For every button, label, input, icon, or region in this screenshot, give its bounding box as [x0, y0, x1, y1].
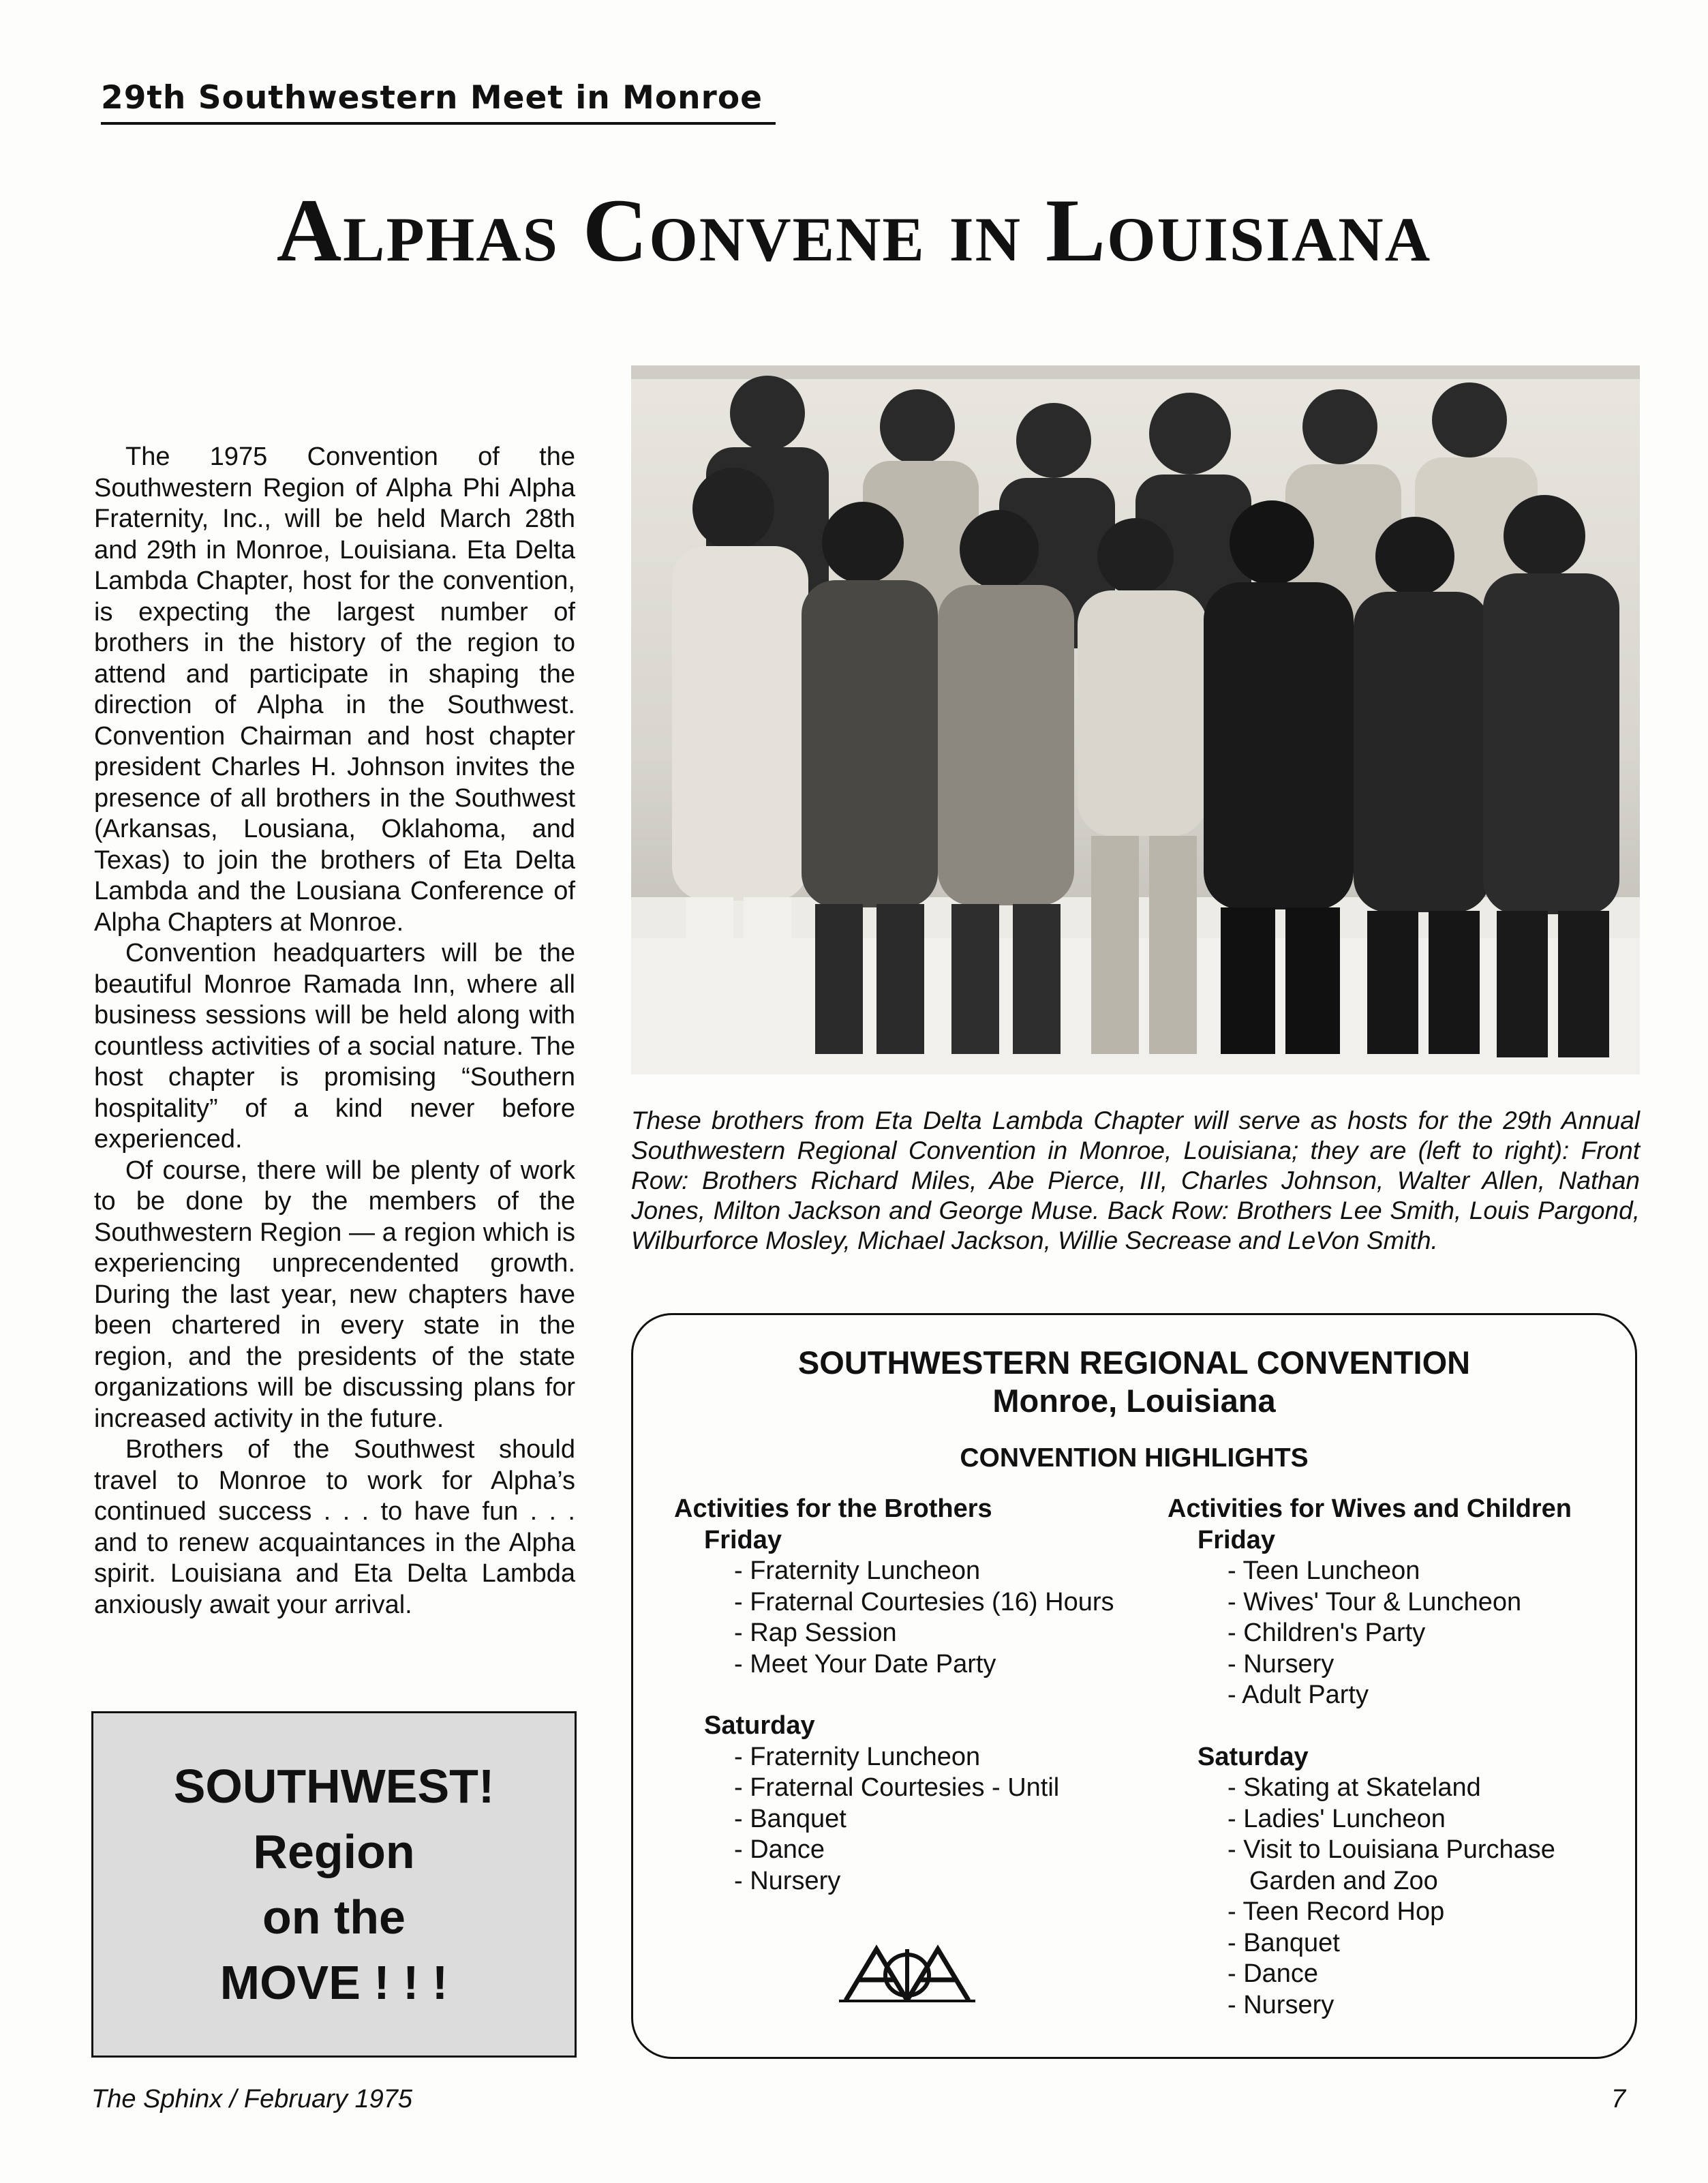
move-box-line: SOUTHWEST! [173, 1760, 495, 1813]
brothers-friday-label: Friday [704, 1525, 782, 1554]
wives-saturday-label: Saturday [1198, 1742, 1309, 1771]
highlights-title: SOUTHWESTERN REGIONAL CONVENTION [797, 1344, 1471, 1381]
list-item: - Fraternity Luncheon [734, 1556, 981, 1585]
move-box-line: Region [253, 1825, 415, 1878]
list-item: - Adult Party [1227, 1681, 1369, 1709]
list-item: - Teen Record Hop [1227, 1897, 1445, 1926]
list-item-continuation: Garden and Zoo [1249, 1866, 1438, 1895]
headline: Alphas Convene in Louisiana [276, 180, 1432, 280]
list-item: - Visit to Louisiana Purchase [1227, 1835, 1555, 1864]
list-item: - Teen Luncheon [1227, 1556, 1420, 1585]
fraternity-crest-icon [839, 1942, 975, 2004]
list-item: - Banquet [1227, 1928, 1340, 1957]
section-header: 29th Southwestern Meet in Monroe [101, 79, 776, 125]
list-item: - Dance [734, 1835, 825, 1864]
brothers-saturday-label: Saturday [704, 1711, 815, 1740]
brothers-heading: Activities for the Brothers [674, 1494, 992, 1523]
group-photo-illustration [631, 365, 1640, 1074]
article-paragraph: Of course, there will be plenty of work to be done by the members of the Southwestern Region — a region which is experiencing unprecendented growth. During the last year, new chapters have been chartered in every state in the region, and the presidents of the state organizations will be discussing plans for increased activity in the future. [94, 1156, 575, 1433]
convention-highlights-box [631, 1313, 1637, 2059]
publication-footer: The Sphinx / February 1975 [91, 2085, 413, 2113]
list-item: - Rap Session [734, 1619, 897, 1647]
photo-caption: These brothers from Eta Delta Lambda Chapter will serve as hosts for the 29th Annual Southwestern Regional Convention in Monroe, Louisiana; they are (left to right): Front Row: Brothers Richard Miles, Abe Pierce, III, Charles Johnson, Walter Allen, Nathan Jones, Milton Jackson and George Muse. Back Row: Brothers Lee Smith, Louis Pargond, Wilburforce Mosley, Michael Jackson, Willie Secrease and LeVon Smith. [631, 1106, 1640, 1254]
list-item: - Skating at Skateland [1227, 1773, 1481, 1802]
move-box-line: on the [262, 1891, 406, 1944]
region-on-the-move-box [91, 1711, 577, 2058]
article-paragraph: Brothers of the Southwest should travel to Monroe to work for Alpha’s continued success . . . to have fun . . . and to renew acquaintances in the Alpha spirit. Louisiana and Eta Delta Lambda anxiously await your arrival. [94, 1435, 575, 1619]
list-item: - Nursery [1227, 1649, 1335, 1678]
list-item: - Fraternity Luncheon [734, 1742, 981, 1771]
wives-friday-label: Friday [1198, 1525, 1276, 1554]
list-item: - Dance [1227, 1959, 1319, 1988]
article-paragraph: Convention headquarters will be the beautiful Monroe Ramada Inn, where all business sessions will be held along with countless activities of a social nature. The host chapter is promising “Southern hospitality” of a kind never before experienced. [94, 939, 575, 1154]
list-item: - Fraternal Courtesies - Until [734, 1773, 1060, 1802]
move-box-line: MOVE ! ! ! [219, 1956, 448, 2009]
list-item: - Meet Your Date Party [734, 1649, 996, 1678]
wives-children-activities [1168, 1494, 1572, 2021]
list-item: - Nursery [1227, 1990, 1335, 2019]
highlights-location: Monroe, Louisiana [992, 1383, 1276, 1419]
highlights-subtitle: CONVENTION HIGHLIGHTS [960, 1443, 1309, 1473]
list-item: - Fraternal Courtesies (16) Hours [734, 1587, 1114, 1616]
article-paragraph: The 1975 Convention of the Southwestern Region of Alpha Phi Alpha Fraternity, Inc., will be held March 28th and 29th in Monroe, Louisiana. Eta Delta Lambda Chapter, host for the convention, is expecting the largest number of brothers in the history of the region to attend and participate in shaping the direction of Alpha in the Southwest. Convention Chairman and host chapter president Charles H. Johnson invites the presence of all brothers in the Southwest (Arkansas, Lousiana, Oklahoma, and Texas) to join the brothers of Eta Delta Lambda and the Lousiana Conference of Alpha Chapters at Monroe. [94, 442, 575, 937]
list-item: - Wives' Tour & Luncheon [1227, 1587, 1522, 1616]
brothers-activities [674, 1494, 1114, 1897]
list-item: - Nursery [734, 1866, 841, 1895]
article-body [94, 442, 575, 1621]
list-item: - Children's Party [1227, 1619, 1426, 1647]
group-photo [631, 365, 1640, 1074]
wives-heading: Activities for Wives and Children [1168, 1494, 1572, 1523]
page-number: 7 [1611, 2085, 1626, 2113]
list-item: - Ladies' Luncheon [1227, 1804, 1446, 1833]
list-item: - Banquet [734, 1804, 847, 1833]
